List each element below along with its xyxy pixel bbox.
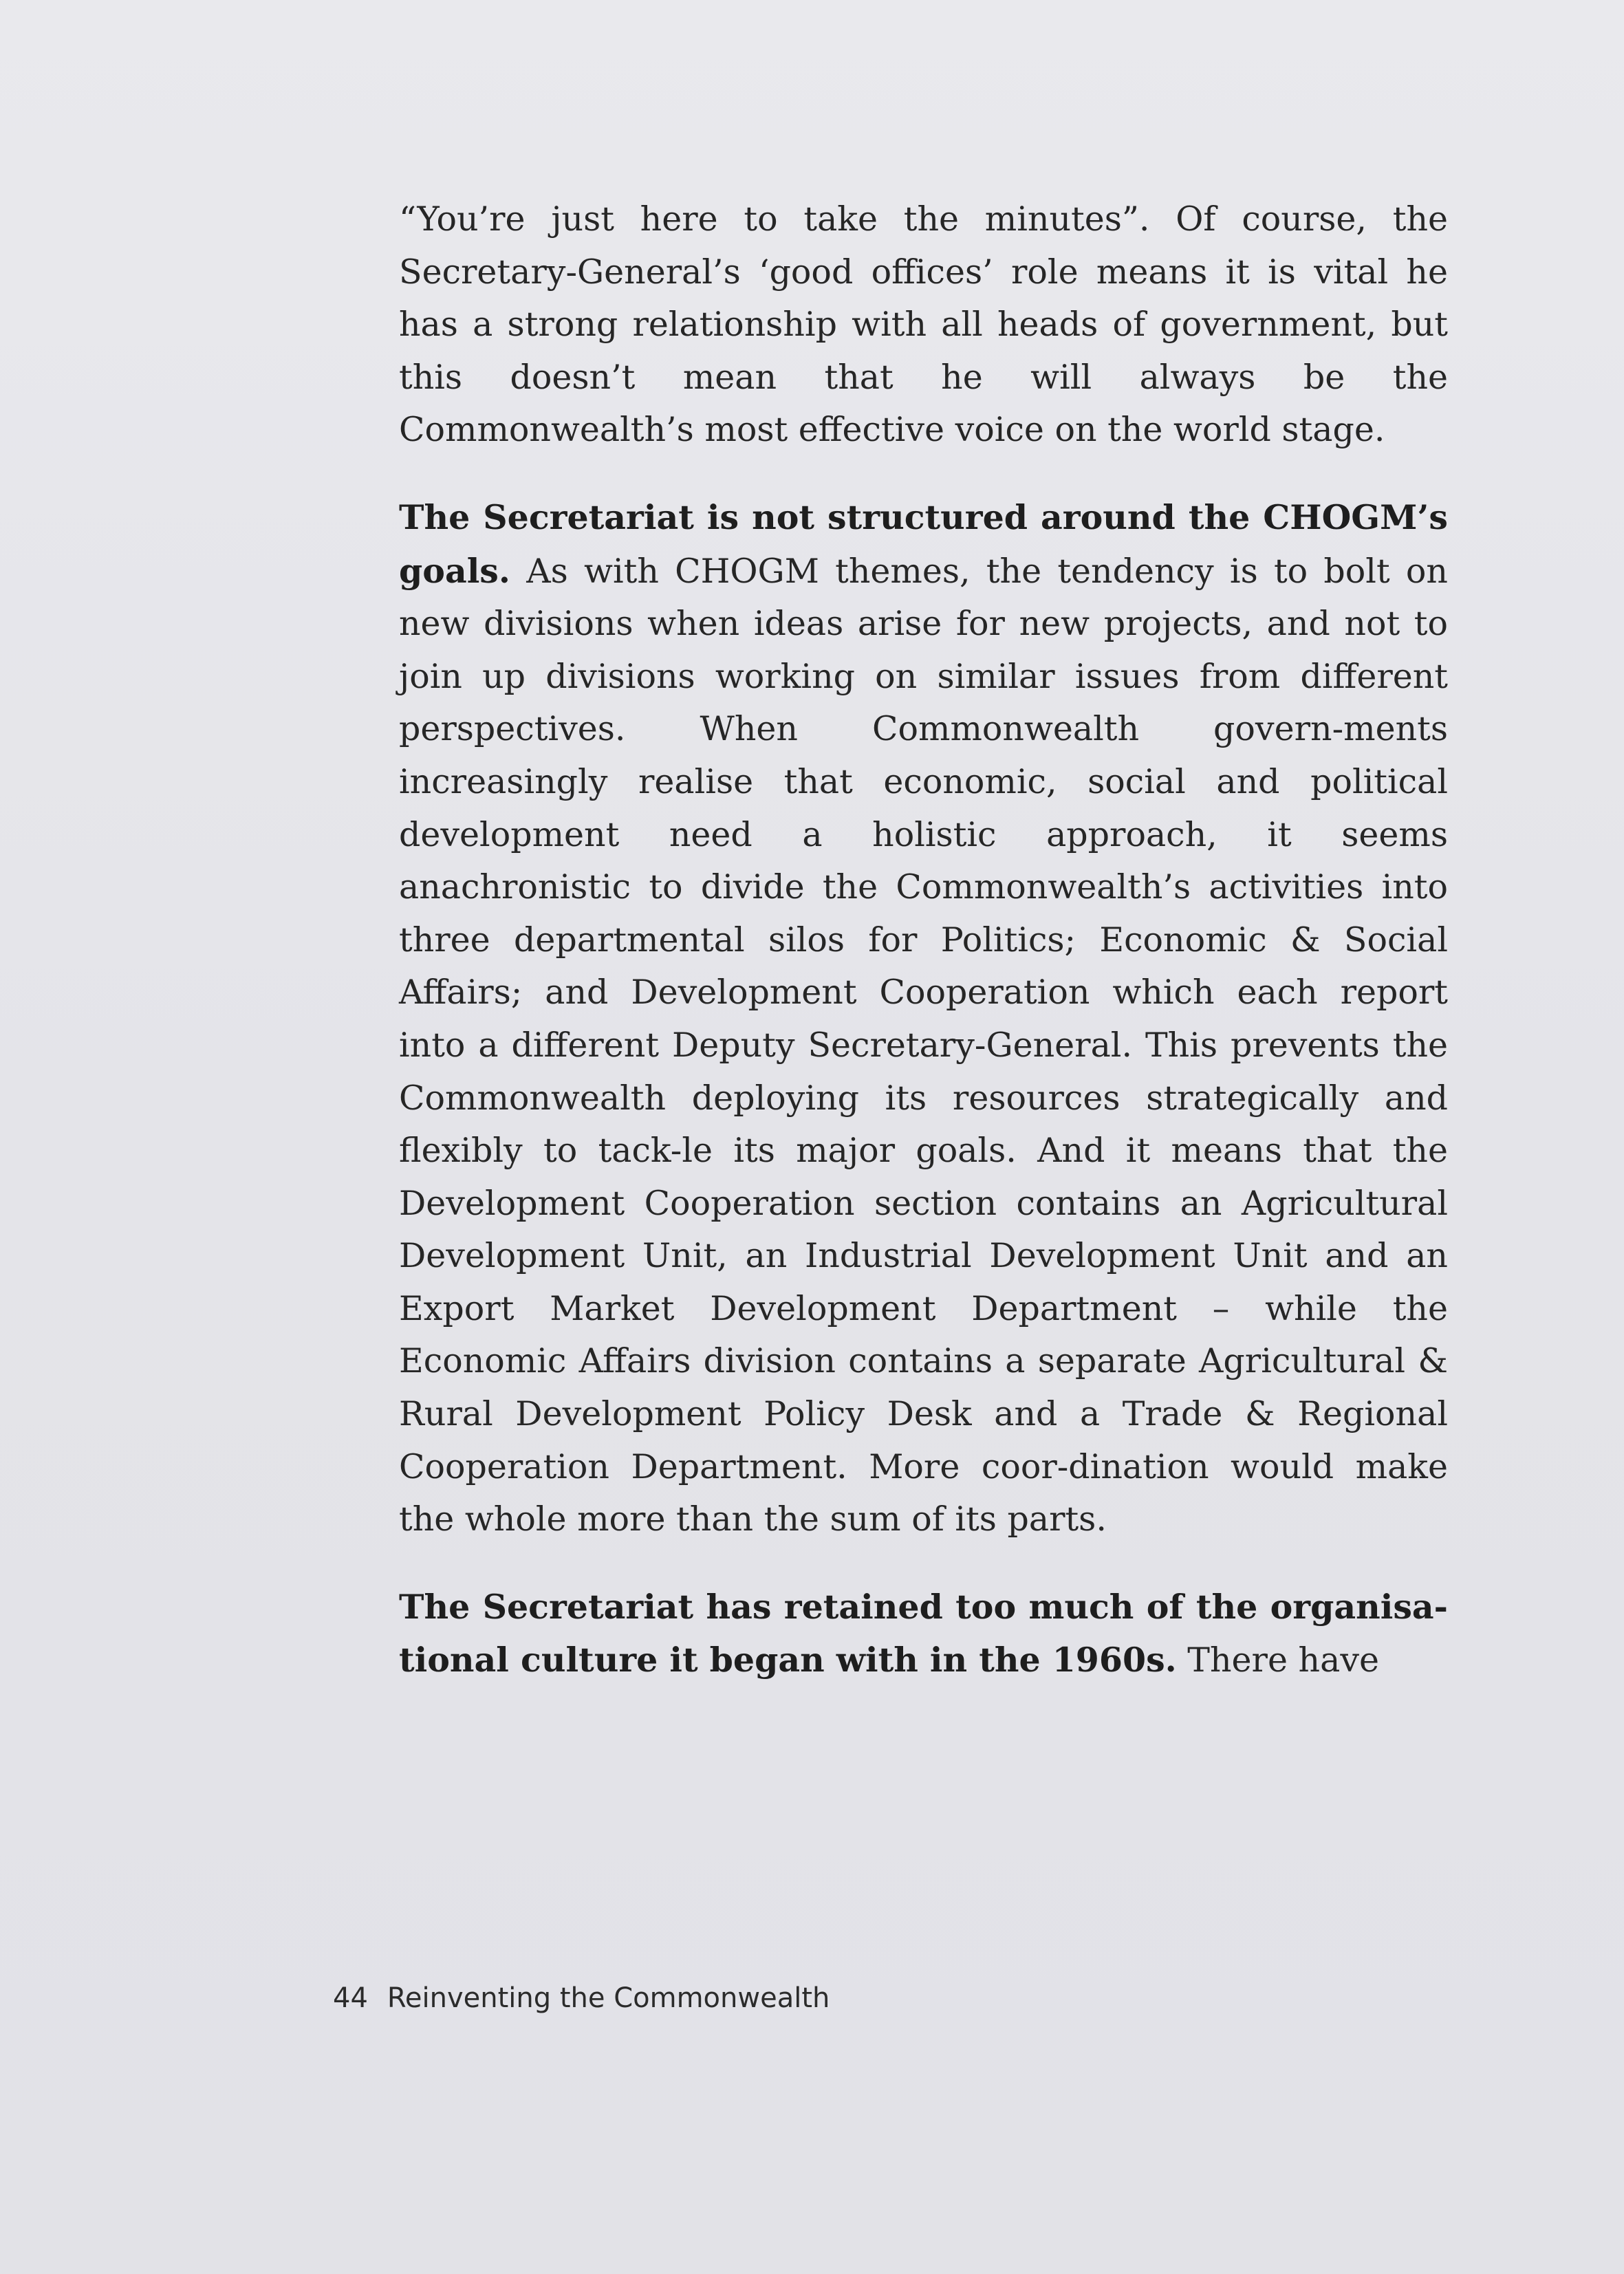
paragraph-3-text: There have — [1176, 1640, 1379, 1680]
paragraph-1-text: “You’re just here to take the minutes”. Of course, the Secretary-General’s ‘good offices’ role means it is vital he has a strong relationship with all heads of government, but this doesn’t mean that he will always be the Commonwealth’s most effective voice on the world stage. — [399, 199, 1448, 450]
page-number: 44 — [333, 1982, 368, 2014]
paragraph-1 — [399, 193, 1448, 457]
paragraph-2-text: As with CHOGM themes, the tendency is to bolt on new divisions when ideas arise for new projects, and not to join up divisions working on similar issues from different perspectives. When Commonwealth govern-ments increasingly realise that economic, social and political development need a holistic approach, it seems anachronistic to divide the Commonwealth’s activities into three departmental silos for Politics; Economic & Social Affairs; and Development Cooperation which each report into a different Deputy Secretary-General. This prevents the Commonwealth deploying its resources strategically and flexibly to tack-le its major goals. And it means that the Development Cooperation section contains an Agricultural Development Unit, an Industrial Development Unit and an Export Market Development Department – while the Economic Affairs division contains a separate Agricultural & Rural Development Policy Desk and a Trade & Regional Cooperation Department. More coor-dination would make the whole more than the sum of its parts. — [399, 551, 1448, 1539]
body-text — [399, 193, 1448, 1687]
paragraph-3-lead: The Secretariat has retained too much of the organisa-tional culture it began with in the 1960s. — [399, 1586, 1448, 1680]
paragraph-3 — [399, 1581, 1448, 1687]
page-footer — [333, 1982, 830, 2014]
paragraph-2-lead: The Secretariat is not structured around the CHOGM’s goals. — [399, 497, 1448, 591]
paragraph-2 — [399, 491, 1448, 1546]
running-title: Reinventing the Commonwealth — [387, 1982, 830, 2014]
